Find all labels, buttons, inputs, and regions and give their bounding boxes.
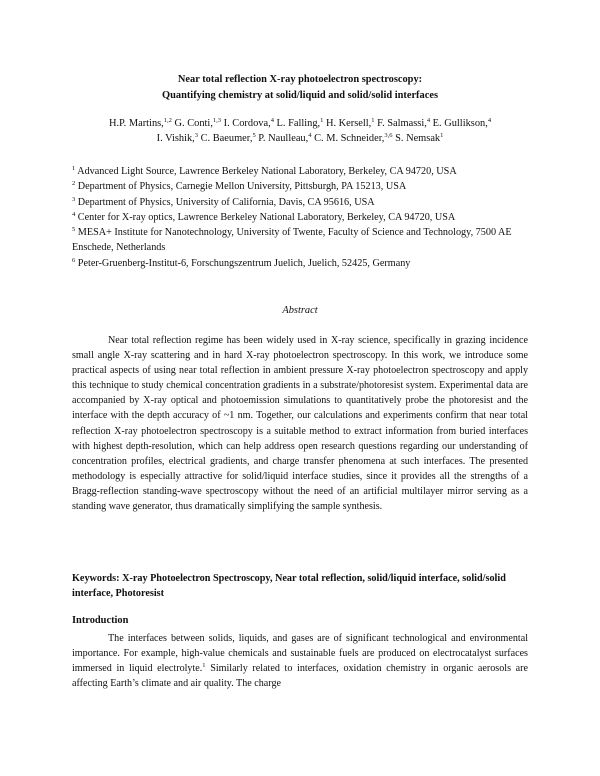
author-affil-mark: 4 xyxy=(487,117,492,124)
author-affil-mark: 3,6 xyxy=(384,132,393,139)
affiliation xyxy=(72,195,542,210)
affiliation xyxy=(72,179,542,194)
affiliation-text: Center for X-ray optics, Lawrence Berkeley National Laboratory, Berkeley, CA 94720, USA xyxy=(75,211,456,223)
author: H. Kersell, xyxy=(323,118,372,129)
affiliation-number: 6 xyxy=(72,256,76,264)
abstract-text: Near total reflection regime has been widely used in X-ray science, specifically in grazing incidence small angle X-ray scattering and in hard X-ray photoelectron spectroscopy. In this work, we introduce some practical aspects of using near total reflection in ambient pressure X-ray photoelectron spectroscopy and apply this technique to study chemical concentration gradients in a substrate/photoresist system. Experimental data are accompanied by X-ray optical and photoemission simulations to quantitatively probe the photoresist and the interface with the depth accuracy of ~1 nm. Together, our calculations and experiments confirm that near total reflection X-ray photoelectron spectroscopy is a suitable method to extract information from buried interfaces with highest depth-resolution, which can help address open research questions regarding our understanding of concentration profiles, electrical gradients, and charge transfer phenomena at such interfaces. The presented methodology is especially attractive for solid/liquid interface studies, since it provides all the strengths of a Bragg-reflection standing-wave spectroscopy without the need of an artificial multilayer mirror serving as a standing wave generator, thus dramatically simplifying the sample synthesis. xyxy=(72,335,528,513)
author-affil-mark: 3 xyxy=(194,132,199,139)
affiliation xyxy=(72,225,542,256)
introduction-text-part: Similarly related to interfaces, oxidation chemistry in organic aerosols are affecting Earth’s climate and air quality. The charge xyxy=(72,663,528,690)
affiliation-number: 2 xyxy=(72,180,76,188)
author-affil-mark: 1 xyxy=(371,117,375,124)
affiliation-text: Department of Physics, Carnegie Mellon University, Pittsburgh, PA 15213, USA xyxy=(75,181,407,193)
author: P. Naulleau, xyxy=(255,133,309,144)
paper-title xyxy=(0,72,600,104)
author: H.P. Martins, xyxy=(108,118,164,129)
introduction-text xyxy=(72,631,528,691)
author: C. M. Schneider, xyxy=(311,133,385,144)
affiliation-number: 3 xyxy=(72,195,76,203)
introduction-heading: Introduction xyxy=(72,615,129,626)
author-affil-mark: 4 xyxy=(426,117,431,124)
title-line-2: Quantifying chemistry at solid/liquid and solid/solid interfaces xyxy=(162,90,438,101)
author: I. Cordova, xyxy=(221,118,271,129)
affiliation-text: Advanced Light Source, Lawrence Berkeley National Laboratory, Berkeley, CA 94720, USA xyxy=(75,166,457,177)
author-affil-mark: 1,3 xyxy=(212,117,222,124)
affiliation xyxy=(72,164,542,179)
keywords: Keywords: X-ray Photoelectron Spectroscopy, Near total reflection, solid/liquid interface, solid/solid interface, Photoresist xyxy=(72,573,506,600)
author-affil-mark: 1 xyxy=(320,117,324,124)
author-affil-mark: 4 xyxy=(270,117,274,124)
author: I. Vishik, xyxy=(156,133,195,144)
affiliation xyxy=(72,256,542,271)
affiliation xyxy=(72,210,542,225)
reference-mark: 1 xyxy=(202,662,206,670)
author: E. Gullikson, xyxy=(430,118,488,129)
affiliation-text: Peter-Gruenberg-Institut-6, Forschungszentrum Juelich, Juelich, 52425, Germany xyxy=(75,257,411,269)
author-affil-mark: 1,2 xyxy=(163,117,172,124)
author: C. Baeumer, xyxy=(198,133,253,144)
author: S. Nemsak xyxy=(392,133,441,144)
author-affil-mark: 4 xyxy=(308,132,312,139)
author: F. Salmassi, xyxy=(374,118,427,129)
affiliation-number: 4 xyxy=(72,210,76,218)
affiliation-text: Department of Physics, University of California, Davis, CA 95616, USA xyxy=(75,196,375,208)
author-list xyxy=(60,116,540,146)
author: G. Conti, xyxy=(171,118,213,129)
affiliation-list xyxy=(72,164,542,271)
author: L. Falling, xyxy=(273,118,321,129)
affiliation-number: 1 xyxy=(72,165,76,172)
introduction-text-part: The interfaces between solids, liquids, and gases are of significant technological and environmental importance. For example, high-value chemicals and sustainable fuels are produced on electrocatalyst surfaces immersed in liquid electrolyte. xyxy=(72,633,528,675)
author-affil-mark: 1 xyxy=(440,132,444,139)
abstract-heading: Abstract xyxy=(282,305,318,316)
author-affil-mark: 5 xyxy=(252,132,256,139)
title-line-1: Near total reflection X-ray photoelectron spectroscopy: xyxy=(177,74,423,85)
affiliation-text: MESA+ Institute for Nanotechnology, University of Twente, Faculty of Science and Technology, 7500 AE Enschede, Netherlands xyxy=(72,227,512,254)
affiliation-number: 5 xyxy=(72,226,76,234)
